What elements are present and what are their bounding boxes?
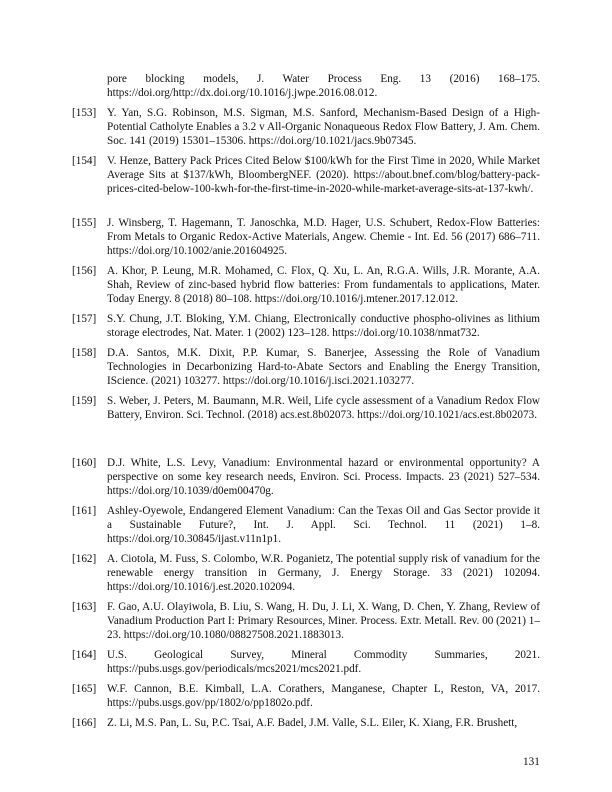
reference-item bbox=[72, 264, 540, 306]
page-number: 131 bbox=[523, 756, 540, 768]
reference-number: [158] bbox=[72, 347, 97, 359]
reference-item bbox=[72, 504, 540, 546]
reference-continuation bbox=[72, 72, 540, 100]
reference-text: V. Henze, Battery Pack Prices Cited Below $100/kWh for the First Time in 2020, While Market Average Sits at $137/kWh, BloombergNEF. (2020). https://about.bnef.com/blog/battery-pack-prices-cited-below-100-kwh-for-the-first-time-in-2020-while-market-average-sits-at-137-kwh/. bbox=[107, 155, 540, 195]
reference-number: [154] bbox=[72, 155, 97, 167]
reference-text: A. Ciotola, M. Fuss, S. Colombo, W.R. Poganietz, The potential supply risk of vanadium for the renewable energy transition in Germany, J. Energy Storage. 33 (2021) 102094. https://doi.org/10.1016/j.est.2020.102094. bbox=[107, 553, 540, 593]
reference-item bbox=[72, 154, 540, 196]
reference-text: Y. Yan, S.G. Robinson, M.S. Sigman, M.S. Sanford, Mechanism-Based Design of a High-Potential Catholyte Enables a 3.2 v All-Organic Nonaqueous Redox Flow Battery, J. Am. Chem. Soc. 141 (2019) 15301–15306. https://doi.org/10.1021/jacs.9b07345. bbox=[107, 107, 540, 147]
reference-text: S. Weber, J. Peters, M. Baumann, M.R. Weil, Life cycle assessment of a Vanadium Redox Flow Battery, Environ. Sci. Technol. (2018) acs.est.8b02073. https://doi.org/10.1021/acs.est.8b02073. bbox=[107, 395, 540, 421]
reference-item bbox=[72, 552, 540, 594]
reference-text: D.A. Santos, M.K. Dixit, P.P. Kumar, S. Banerjee, Assessing the Role of Vanadium Technologies in Decarbonizing Hard-to-Abate Sectors and Enabling the Energy Transition, IScience. (2021) 103277. https://doi.org/10.1016/j.isci.2021.103277. bbox=[107, 347, 540, 387]
reference-number: [160] bbox=[72, 457, 97, 469]
reference-item bbox=[72, 216, 540, 258]
reference-number: [155] bbox=[72, 217, 97, 229]
reference-item bbox=[72, 346, 540, 388]
reference-item bbox=[72, 682, 540, 710]
reference-text: J. Winsberg, T. Hagemann, T. Janoschka, M.D. Hager, U.S. Schubert, Redox-Flow Batteries: From Metals to Organic Redox-Active Materials, Angew. Chemie - Int. Ed. 56 (2017) 686–711. https://doi.org/10.1002/anie.201604925. bbox=[107, 217, 540, 257]
reference-item bbox=[72, 600, 540, 642]
reference-item bbox=[72, 456, 540, 498]
reference-number: [163] bbox=[72, 601, 97, 613]
reference-item bbox=[72, 106, 540, 148]
reference-text: A. Khor, P. Leung, M.R. Mohamed, C. Flox, Q. Xu, L. An, R.G.A. Wills, J.R. Morante, A.A. Shah, Review of zinc-based hybrid flow batteries: From fundamentals to applications, Mater. Today Energy. 8 (2018) 80–108. https://doi.org/10.1016/j.mtener.2017.12.012. bbox=[107, 265, 540, 305]
reference-number: [159] bbox=[72, 395, 97, 407]
reference-number: [164] bbox=[72, 649, 97, 661]
reference-number: [161] bbox=[72, 505, 97, 517]
reference-item bbox=[72, 394, 540, 422]
reference-text: pore blocking models, J. Water Process Eng. 13 (2016) 168–175. https://doi.org/http://dx.doi.org/10.1016/j.jwpe.2016.08.012. bbox=[107, 73, 540, 99]
reference-text: D.J. White, L.S. Levy, Vanadium: Environmental hazard or environmental opportunity? A perspective on some key research needs, Environ. Sci. Process. Impacts. 23 (2021) 527–534. https://doi.org/10.1039/d0em00470g. bbox=[107, 457, 540, 497]
reference-text: Ashley-Oyewole, Endangered Element Vanadium: Can the Texas Oil and Gas Sector provide it a Sustainable Future?, Int. J. Appl. Sci. Technol. 11 (2021) 1–8. https://doi.org/10.30845/ijast.v11n1p1. bbox=[107, 505, 540, 545]
reference-number: [166] bbox=[72, 717, 97, 729]
reference-text: S.Y. Chung, J.T. Bloking, Y.M. Chiang, Electronically conductive phospho-olivines as lithium storage electrodes, Nat. Mater. 1 (2002) 123–128. https://doi.org/10.1038/nmat732. bbox=[107, 313, 540, 339]
reference-number: [165] bbox=[72, 683, 97, 695]
reference-number: [157] bbox=[72, 313, 97, 325]
reference-text: F. Gao, A.U. Olayiwola, B. Liu, S. Wang, H. Du, J. Li, X. Wang, D. Chen, Y. Zhang, Review of Vanadium Production Part I: Primary Resources, Miner. Process. Extr. Metall. Rev. 00 (2021) 1–23. https://doi.org/10.1080/08827508.2021.1883013. bbox=[107, 601, 540, 641]
reference-number: [156] bbox=[72, 265, 97, 277]
reference-text: Z. Li, M.S. Pan, L. Su, P.C. Tsai, A.F. Badel, J.M. Valle, S.L. Eiler, K. Xiang, F.R. Brushett, bbox=[107, 717, 518, 729]
reference-number: [162] bbox=[72, 553, 97, 565]
reference-item bbox=[72, 312, 540, 340]
reference-number: [153] bbox=[72, 107, 97, 119]
reference-text: U.S. Geological Survey, Mineral Commodity Summaries, 2021. https://pubs.usgs.gov/periodicals/mcs2021/mcs2021.pdf. bbox=[107, 649, 540, 675]
reference-text: W.F. Cannon, B.E. Kimball, L.A. Corathers, Manganese, Chapter L, Reston, VA, 2017. https://pubs.usgs.gov/pp/1802/o/pp1802o.pdf. bbox=[107, 683, 540, 709]
reference-item bbox=[72, 648, 540, 676]
reference-item bbox=[72, 716, 540, 730]
